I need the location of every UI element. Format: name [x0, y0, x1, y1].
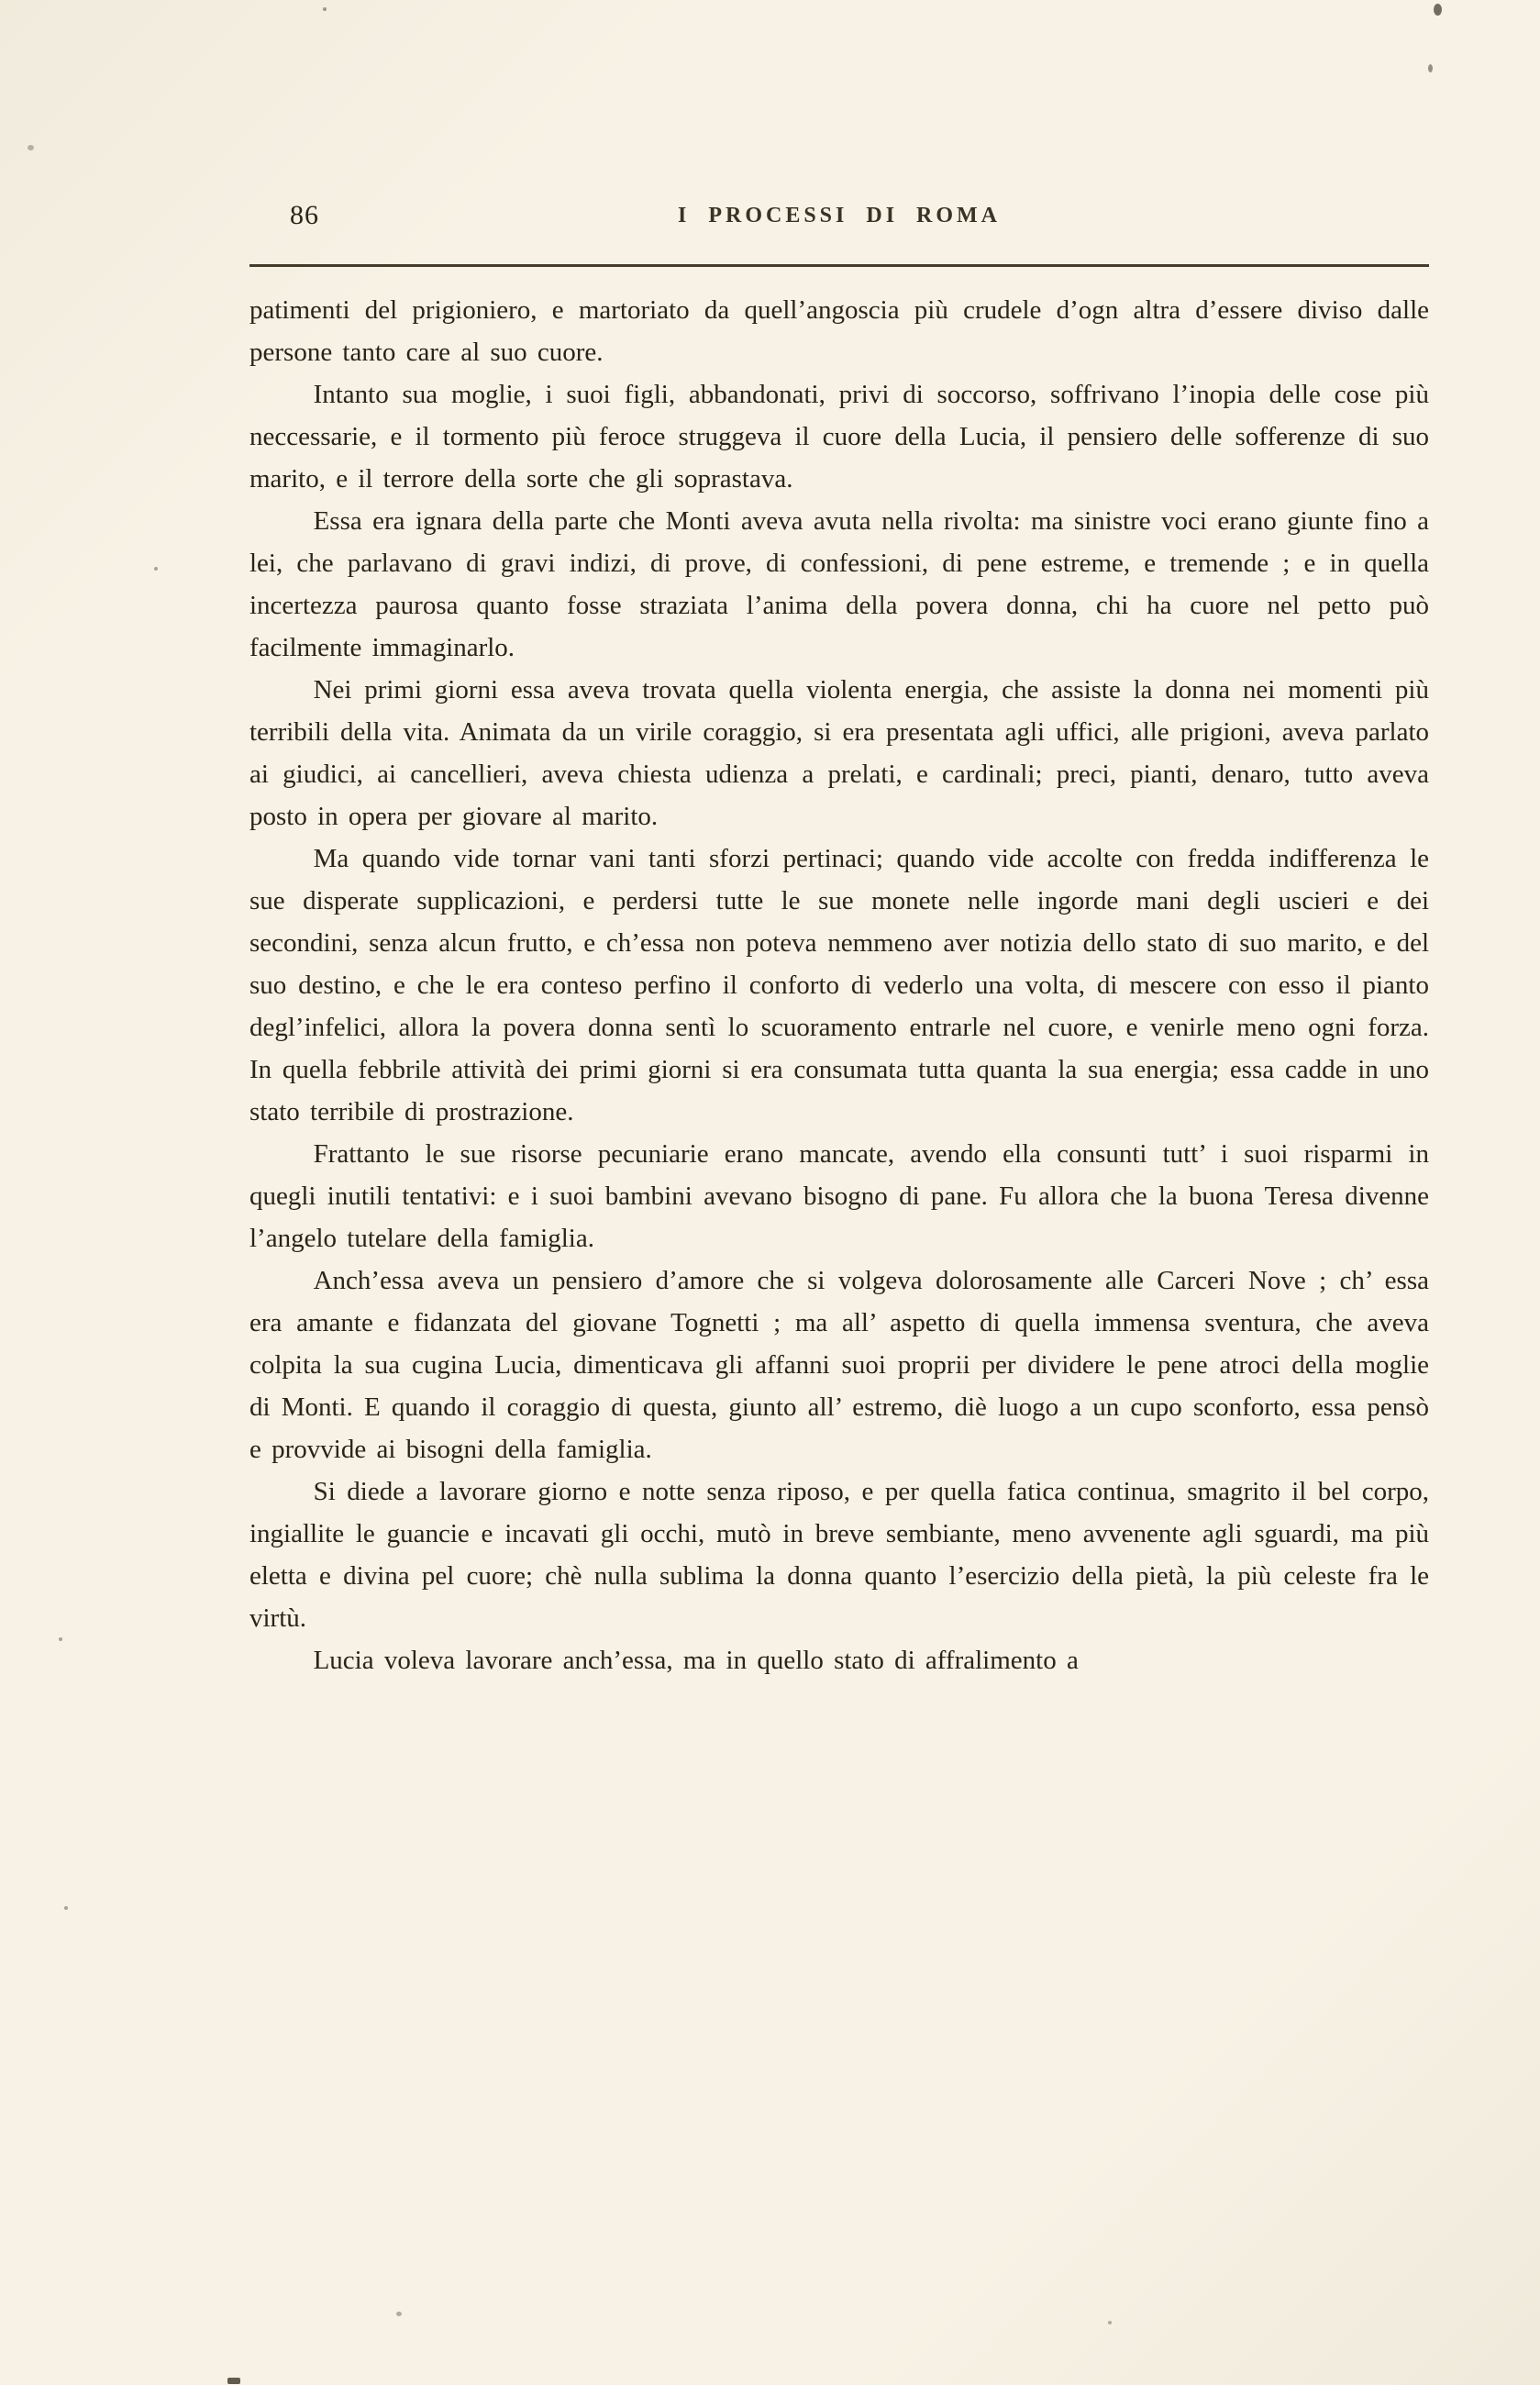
paragraph: patimenti del prigioniero, e martoriato da quell’angoscia più crudele d’ogn altra d’essere diviso dalle persone tanto care al suo cuore. — [249, 295, 1429, 367]
page-body — [249, 289, 1429, 1681]
paragraph: Intanto sua moglie, i suoi figli, abbandonati, privi di soccorso, soffrivano l’inopia delle cose più neccessarie, e il tormento più feroce struggeva il cuore della Lucia, il pensiero delle sofferenze di suo marito, e il terrore della sorte che gli soprastava. — [249, 380, 1429, 494]
paragraph: Nei primi giorni essa aveva trovata quella violenta energia, che assiste la donna nei momenti più terribili della vita. Animata da un virile coraggio, si era presentata agli uffici, alle prigioni, aveva parlato ai giudici, ai cancellieri, aveva chiesta udienza a prelati, e cardinali; preci, pianti, denaro, tutto aveva posto in opera per giovare al marito. — [249, 675, 1429, 831]
scan-speck — [28, 145, 34, 150]
scan-speck — [227, 2378, 240, 2384]
scan-speck — [1434, 4, 1442, 16]
scan-speck — [1428, 64, 1433, 72]
scan-speck — [64, 1906, 68, 1910]
scan-speck — [323, 7, 327, 11]
header-rule — [249, 264, 1429, 267]
scan-speck — [1108, 2321, 1112, 2324]
scan-speck — [154, 567, 158, 571]
paragraph: Lucia voleva lavorare anch’essa, ma in quello stato di affralimento a — [313, 1646, 1079, 1675]
page-number: 86 — [290, 200, 319, 230]
paragraph: Si diede a lavorare giorno e notte senza riposo, e per quella fatica continua, smagrito il bel corpo, ingiallite le guancie e incavati gli occhi, mutò in breve sembiante, meno avvenente agli sguardi, ma più eletta e divina pel cuore; chè nulla sublima la donna quanto l’esercizio della pietà, la più celeste fra le virtù. — [249, 1477, 1429, 1633]
paragraph: Ma quando vide tornar vani tanti sforzi pertinaci; quando vide accolte con fredda indifferenza le sue disperate supplicazioni, e perdersi tutte le sue monete nelle ingorde mani degli uscieri e dei secondini, senza alcun frutto, e ch’essa non poteva nemmeno aver notizia dello stato di suo marito, e del suo destino, e che le era conteso perfino il conforto di vederlo una volta, di mescere con esso il pianto degl’infelici, allora la povera donna sentì lo scuoramento entrarle nel cuore, e venirle meno ogni forza. In quella febbrile attività dei primi giorni si era consumata tutta quanta la sua energia; essa cadde in uno stato terribile di prostrazione. — [249, 844, 1429, 1126]
paragraph: Anch’essa aveva un pensiero d’amore che si volgeva dolorosamente alle Carceri Nove ; ch’ essa era amante e fidanzata del giovane Tognetti ; ma all’ aspetto di quella immensa sventura, che aveva colpita la sua cugina Lucia, dimenticava gli affanni suoi proprii per dividere le pene atroci della moglie di Monti. E quando il coraggio di questa, giunto all’ estremo, diè luogo a un cupo sconforto, essa pensò e provvide ai bisogni della famiglia. — [249, 1266, 1429, 1464]
page-header — [249, 200, 1429, 238]
scan-speck — [59, 1637, 62, 1641]
page-content — [249, 200, 1429, 1681]
paragraph: Essa era ignara della parte che Monti aveva avuta nella rivolta: ma sinistre voci erano giunte fino a lei, che parlavano di gravi indizi, di prove, di confessioni, di pene estreme, e tremende ; e in quella incertezza paurosa quanto fosse straziata l’anima della povera donna, chi ha cuore nel petto può facilmente immaginarlo. — [249, 506, 1429, 662]
running-header: I PROCESSI DI ROMA — [677, 204, 1002, 227]
paragraph: Frattanto le sue risorse pecuniarie erano mancate, avendo ella consunti tutt’ i suoi risparmi in quegli inutili tentativi: e i suoi bambini avevano bisogno di pane. Fu allora che la buona Teresa divenne l’angelo tutelare della famiglia. — [249, 1139, 1429, 1253]
scan-speck — [396, 2312, 402, 2316]
